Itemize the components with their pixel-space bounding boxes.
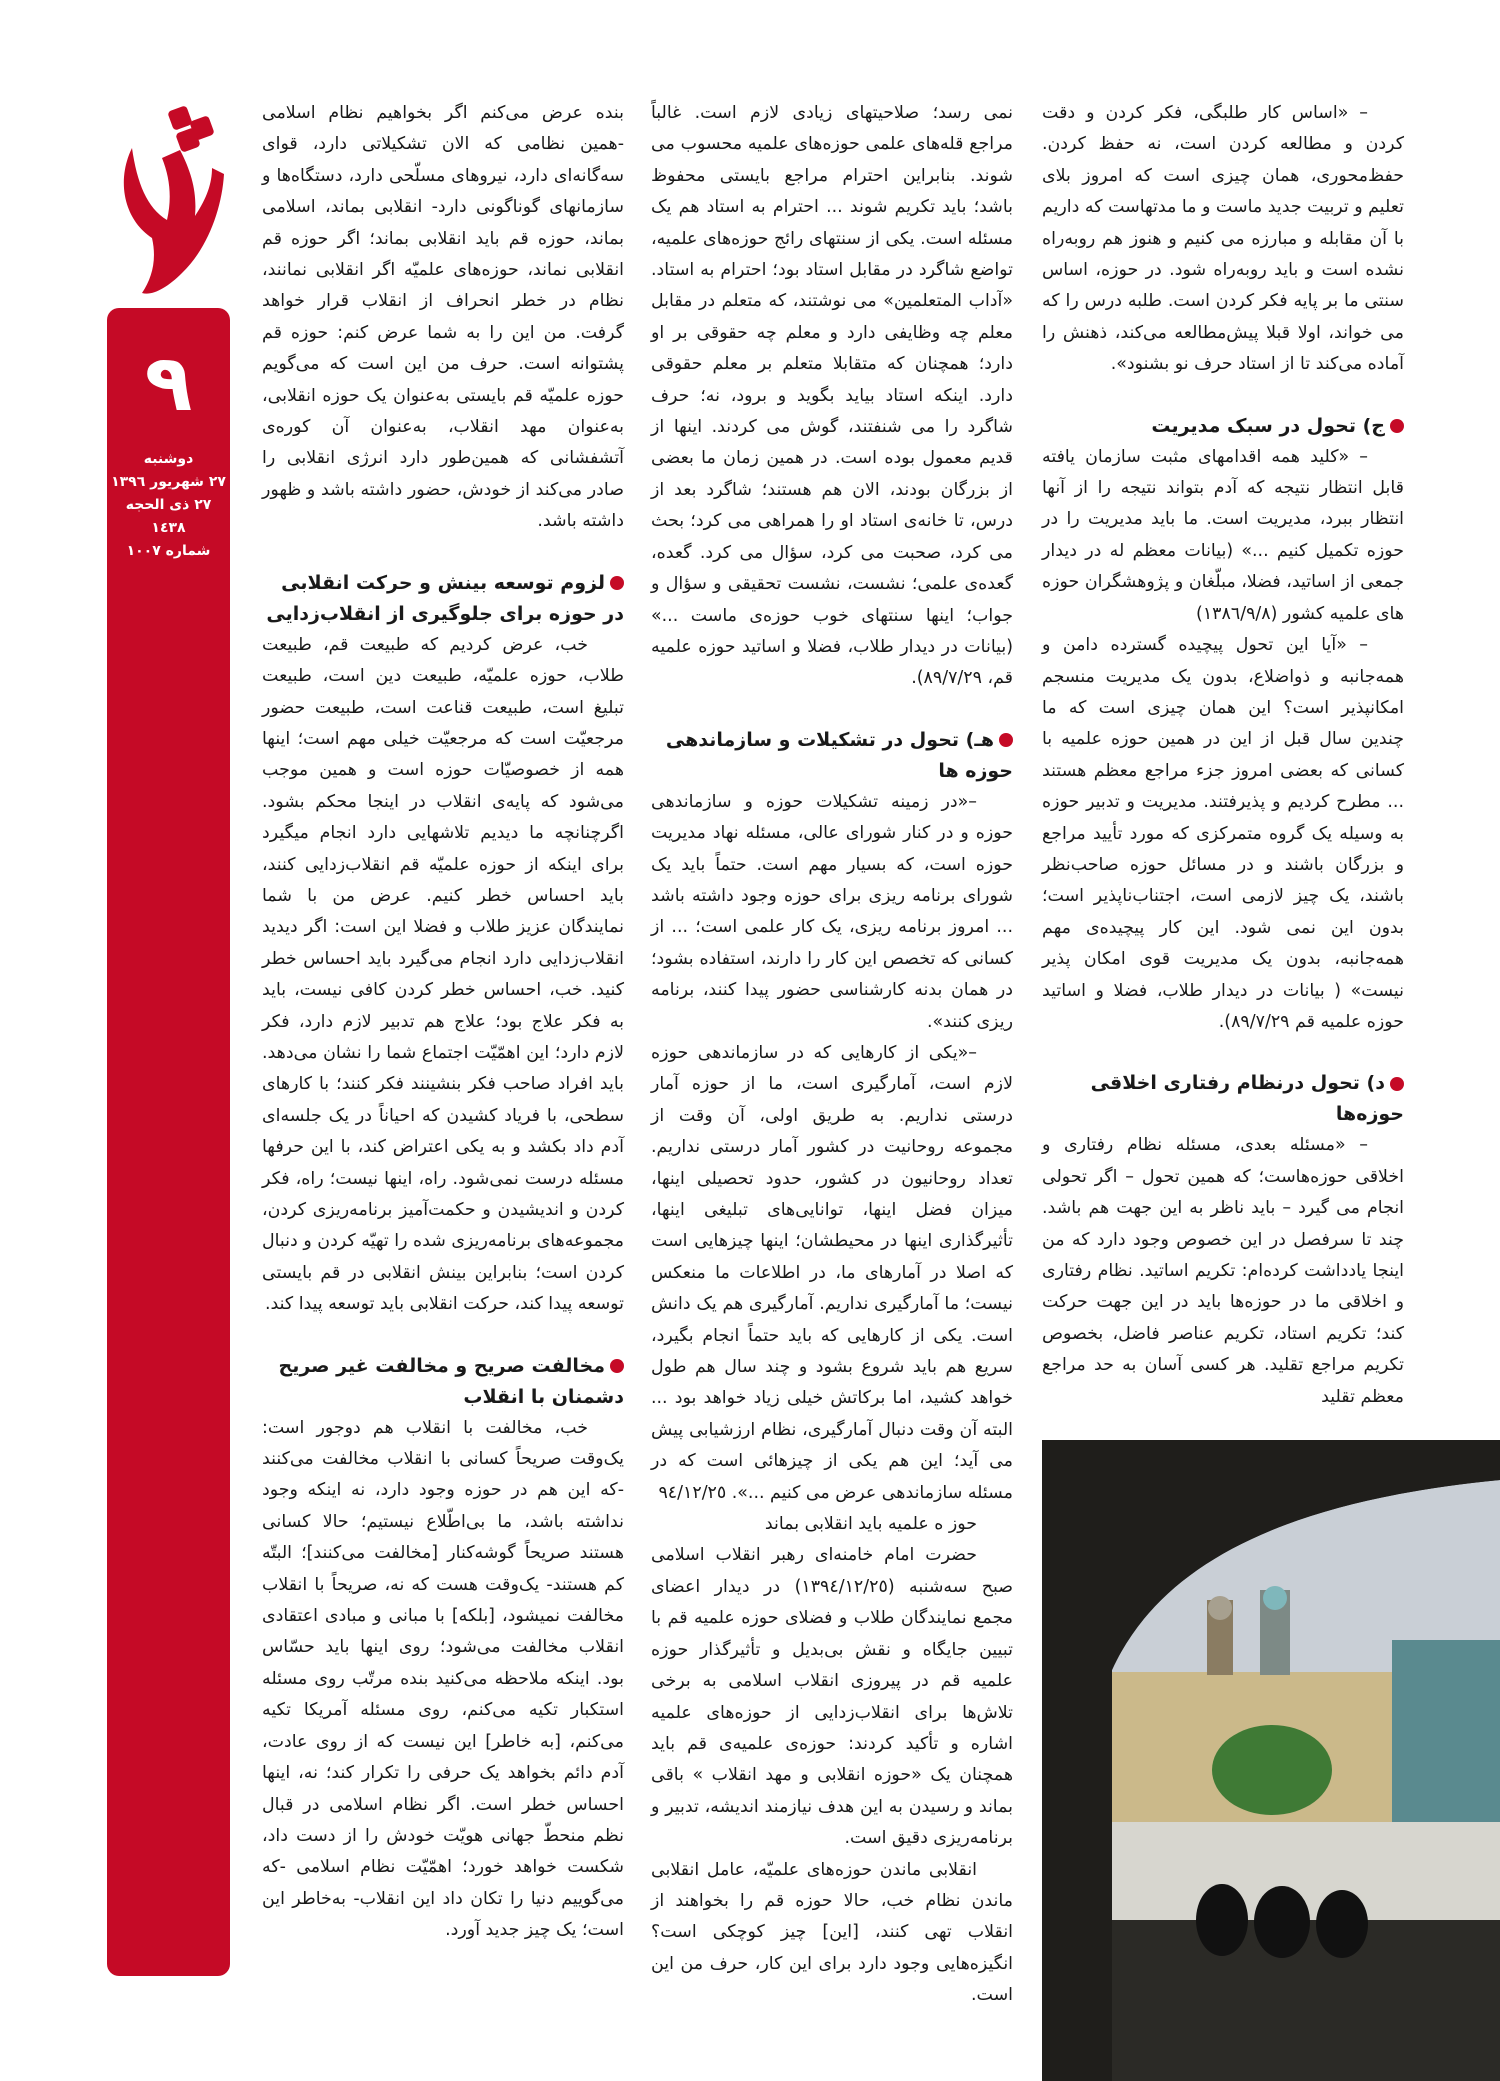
section-heading-e: هـ) تحول در تشکیلات و سازماندهی حوزه ها: [665, 728, 1013, 782]
paragraph: نمی رسد؛ صلاحیتهای زیادی لازم است. غالباً مراجع قله‌های علمی حوزه‌های علمیه محسوب می شوند. بنابراین احترام مراجع بایستی محفوظ باشد؛ باید تکریم شوند ... احترام به استاد هم یک مسئله است. یکی از سنتهای رائج حوزه‌های علمیه، تواضع شاگرد در مقابل استاد بود؛ احترام به استاد. «آداب المتعلمین» می نوشتند، که متعلم در مقابل معلم چه وظایفی دارد و معلم چه حقوقی بر او دارد؛ همچنان که متقابلا متعلم بر معلم حقوقی دارد. اینکه استاد بیاید بگوید و برود، نه؛ حرف شاگرد را می شنفتند، گوش می کردند. اینها از قدیم معمول بوده است. در همین زمان ما بعضی از بزرگان بودند، الان هم هستند؛ شاگرد بعد از درس، تا خانه‌ی استاد او را همراهی می کرد؛ بحث می کرد، صحبت می کرد، سؤال می کرد. گعده، گعده‌ی علمی؛ نشست، نشست تحقیقی و سؤال و جواب؛ اینها سنتهای خوب حوزه‌ی ماست ...» (بیانات در دیدار طلاب، فضلا و اساتید حوزه علمیه قم، ٨٩/٧/٢٩).: [651, 103, 1013, 689]
bullet-icon: [1390, 419, 1404, 433]
issue-sidebar: [107, 308, 230, 1976]
paragraph: – «آیا این تحول پیچیده گسترده دامن و همه‌جانبه و ذواضلاع، بدون یک مدیریت منسجم امکانپذیر است؟ این همان چیزی است که ما چندین سال قبل از این در همین حوزه علمیه با کسانی که بعضی امروز جزء مراجع معظم هستند ... مطرح کردیم و پذیرفتند. مدیریت و تدبیر حوزه به وسیله یک گروه متمرکزی که مورد تأیید مراجع و بزرگان باشند و در مسائل حوزه صاحب‌نظر باشند، یک چیز لازمی است، اجتناب‌ناپذیر است؛ بدون این نمی شود. این کار پیچیده‌ی مهم همه‌جانبه، بدون یک مدیریت قوی امکان پذیر نیست» ( بیانات در دیدار طلاب، فضلا و اساتید حوزه علمیه قم ٨٩/٧/٢٩).: [1042, 635, 1404, 1032]
bullet-icon: [610, 1359, 624, 1373]
paragraph: حضرت امام خامنه‌ای رهبر انقلاب اسلامی صبح سه‌شنبه (١٣٩٤/١٢/٢٥) در دیدار اعضای مجمع نمایندگان طلاب و فضلای حوزه علمیه قم با تبیین جایگاه و نقش بی‌بدیل و تأثیرگذار حوزه علمیه قم در پیروزی انقلاب اسلامی به برخی تلاش‌ها برای انقلاب‌زدایی از حوزه‌های علمیه اشاره و تأکید کردند: حوزه‌ی علمیه‌ی قم باید همچنان یک «حوزه انقلابی و مهد انقلاب » باقی بماند و رسیدن به این هدف نیازمند اندیشه، تدبیر و برنامه‌ریزی دقیق است.: [651, 1545, 1014, 1849]
bullet-icon: [1390, 1077, 1404, 1091]
page-number: ٩: [144, 339, 193, 429]
paragraph: خب، مخالفت با انقلاب هم دوجور است: یک‌وقت صریحاً کسانی با انقلاب مخالفت می‌کنند -که این هم در حوزه وجود دارد، نه اینکه وجود نداشته باشد، ما بی‌اطّلاع نیستیم؛ حالا کسانی هستند صریحاً گوشه‌کنار [مخالفت می‌کنند]؛ البتّه کم هستند- یک‌وقت هست که نه، صریحاً با انقلاب مخالفت نمیشود، [بلکه] با مبانی و مبادی اعتقادی انقلاب مخالفت می‌شود؛ روی اینها باید حسّاس بود. اینکه ملاحظه می‌کنید بنده مرتّب روی مسئله استکبار تکیه می‌کنم، روی مسئله آمریکا تکیه می‌کنم، [به خاطر] این نیست که از روی عادت، آدم دائم بخواهد یک حرفی را تکرار کند؛ نه، اینها احساس خطر است. اگر نظام اسلامی در قبال نظم منحطّ جهانی هویّت خودش را از دست داد، شکست خواهد خورد؛ اهمّیّت نظام اسلامی -که می‌گوییم دنیا را تکان داد این انقلاب- به‌خاطر این است؛ یک چیز جدید آورد.: [262, 1417, 624, 1941]
logo-dot-1: [167, 105, 193, 131]
logo-stroke: [124, 148, 224, 294]
paragraph: – «اساس کار طلبگی، فکر کردن و دقت کردن و مطالعه کردن است، نه حفظ کردن. حفظ‌محوری، همان چیزی است که امروز بلای تعلیم و تربیت جدید ماست و ما مدتهاست که داریم با آن مقابله و مبارزه می کنیم و هنوز هم روبه‌راه نشده است و باید روبه‌راه شود. در حوزه، اساس سنتی ما بر پایه فکر کردن است. طلبه درس را که می خواند، اولا قبلا پیش‌مطالعه می‌کند، ذهنش را آماده می‌کند تا از استاد حرف نو بشنود».: [1042, 103, 1404, 375]
bullet-icon: [610, 576, 624, 590]
paragraph: بنده عرض می‌کنم اگر بخواهیم نظام اسلامی -همین نظامی که الان تشکیلاتی دارد، قوای سه‌گانه‌ای دارد، نیروهای مسلّحی دارد، دستگاه‌ها و سازمانهای گوناگونی دارد- انقلابی بماند، اسلامی بماند، حوزه قم باید انقلابی بماند؛ اگر حوزه قم انقلابی نماند، حوزه‌های علمیّه اگر انقلابی نمانند، نظام در خطر انحراف از انقلاب قرار خواهد گرفت. من این را به شما عرض کنم: حوزه قم پشتوانه است. حرف من این است که می‌گویم حوزه علمیّه قم بایستی به‌عنوان یک حوزه انقلابی، به‌عنوان مهد انقلاب، به‌عنوان آن کوره‌ی آتشفشانی که همین‌طور دارد انرژی انقلابی را صادر می‌کند از خودش، حضور داشته باشد و ظهور داشته باشد.: [262, 103, 624, 532]
paragraph: – «کلید همه اقدامهای مثبت سازمان یافته قابل انتظار نتیجه که آدم بتواند نتیجه را از آنها انتظار ببرد، مدیریت است. ما باید مدیریت را در حوزه تکمیل کنیم ...» (بیانات معظم له در دیدار جمعی از اساتید، فضلا، مبلّغان و پژوهشگران حوزه های علمیه کشور (١٣٨٦/٩/٨): [1042, 446, 1404, 624]
lunar-date: ٢٧ ذی الحجه ١٤٣٨: [125, 497, 212, 536]
paragraph: انقلابی ماندن حوزه‌های علمیّه، عامل انقلابی ماندن نظام خب، حالا حوزه قم را بخواهند از انقلاب تهی کنند، [این] چیز کوچکی است؟ انگیزه‌هایی وجود دارد برای این کار، حرف من این است.: [651, 1859, 1013, 2006]
paragraph: – «مسئله بعدی، مسئله نظام رفتاری و اخلاقی حوزه‌هاست؛ که همین تحول – اگر تحولی انجام می گیرد – باید ناظر به این جهت هم باشد. چند تا سرفصل در این خصوص وجود دارد که من اینجا یادداشت کرده‌ام: تکریم اساتید. نظام رفتاری و اخلاقی ما در حوزه‌ها باید در این جهت حرکت کند؛ تکریم استاد، تکریم عناصر فاضل، بخصوص تکریم مراجع تقلید. هر کسی آسان به حد مراجع معظم تقلید: [1042, 1135, 1404, 1407]
section-heading-1: لزوم توسعه بینش و حرکت انقلابی در حوزه برای جلوگیری از انقلاب‌زدایی: [266, 571, 624, 625]
section-heading-c: ج) تحول در سبک مدیریت: [1042, 411, 1404, 442]
solar-date: ٢٧ شهریور ١٣٩٦: [111, 474, 226, 490]
issue-meta: [107, 448, 230, 563]
subheading: حوز ه علمیه باید انقلابی بماند: [764, 1514, 977, 1535]
weekday: دوشنبه: [143, 451, 194, 467]
issue-number: شماره ١٠٠٧: [126, 543, 211, 559]
paragraph: –«در زمینه تشکیلات حوزه و سازماندهی حوزه و در کنار شورای عالی، مسئله نهاد مدیریت حوزه است، که بسیار مهم است. حتماً باید یک شورای برنامه ریزی برای حوزه وجود داشته باشد ... امروز برنامه ریزی، یک کار علمی است؛ ... از کسانی که تخصص این کار را دارند، استفاده بشود؛ در همان بدنه کارشناسی حضور پیدا کنند، برنامه ریزی کنند».: [651, 791, 1013, 1032]
paragraph: خب، عرض کردیم که طبیعت قم، طبیعت طلاب، حوزه علمیّه، طبیعت دین است، طبیعت تبلیغ است، طبیعت قناعت است، طبیعت حضور مرجعیّت است که مرجعیّت خیلی مهم است؛ اینها همه از خصوصیّات حوزه است و همین موجب می‌شود که پایه‌ی انقلاب در اینجا محکم بشود. اگرچنانچه ما دیدیم تلاشهایی دارد انجام میگیرد برای اینکه از حوزه علمیّه قم انقلاب‌زدایی کنند، باید احساس خطر کنیم. عرض من با شما نمایندگان عزیز طلاب و فضلا این است: اگر دیدید انقلاب‌زدایی دارد انجام می‌گیرد باید احساس خطر کنید. خب، احساس خطر کردن کافی نیست، باید به فکر علاج بود؛ علاج هم تدبیر لازم دارد، فکر لازم دارد؛ این اهمّیّت اجتماع شما را نشان می‌دهد. باید افراد صاحب فکر بنشینند فکر کنند؛ با کارهای سطحی، با فریاد کشیدن که احیاناً در یک جلسه‌ای آدم داد بکشد و به یکی اعتراض کند، با این حرفها مسئله درست نمی‌شود. راه، اینها نیست؛ راه، فکر کردن و اندیشیدن و حکمت‌آمیز برنامه‌ریزی کردن، مجموعه‌های برنامه‌ریزی شده را تهیّه کردن و دنبال کردن است؛ بنابراین بینش انقلابی در قم بایستی توسعه پیدا کند، حرکت انقلابی باید توسعه پیدا کند.: [262, 634, 624, 1315]
shoma-logo: [112, 88, 228, 303]
bullet-icon: [999, 733, 1013, 747]
section-heading-d: د) تحول درنظام رفتاری اخلاقی حوزه‌ها: [1090, 1072, 1404, 1126]
column-middle: [651, 98, 1013, 2012]
photo-illustration: [1042, 1440, 1500, 2081]
madrasa-photo: [1042, 1440, 1500, 2081]
column-right: [1042, 98, 1404, 1413]
section-heading-2: مخالفت صریح و مخالفت غیر صریح دشمنان با انقلاب: [278, 1354, 624, 1408]
column-left: [262, 98, 624, 1947]
paragraph: –«یکی از کارهایی که در سازماندهی حوزه لازم است، آمارگیری است، ما از حوزه آمار درستی نداریم. به طریق اولی، آن وقت از مجموعه روحانیت در کشور آمار درستی نداریم. تعداد روحانیون در کشور، حدود تحصیلی اینها، میزان فضل اینها، توانایی‌های تبلیغی اینها، تأثیرگذاری اینها در محیطشان؛ اینها چیزهایی است که اصلا در آمارهای ما، در اطلاعات ما منعکس نیست؛ ما آمارگیری نداریم. آمارگیری هم یک دانش است. یکی از کارهایی که باید حتماً انجام بگیرد، سریع هم باید شروع بشود و چند سال هم طول خواهد کشید، اما برکاتش خیلی زیاد خواهد بود ... البته آن وقت دنبال آمارگیری، نظام ارزشیابی پیش می آید؛ این هم یکی از چیزهائی است که در مسئله سازماندهی عرض می کنیم ...». ٩٤/١٢/٢٥: [651, 1042, 1013, 1503]
